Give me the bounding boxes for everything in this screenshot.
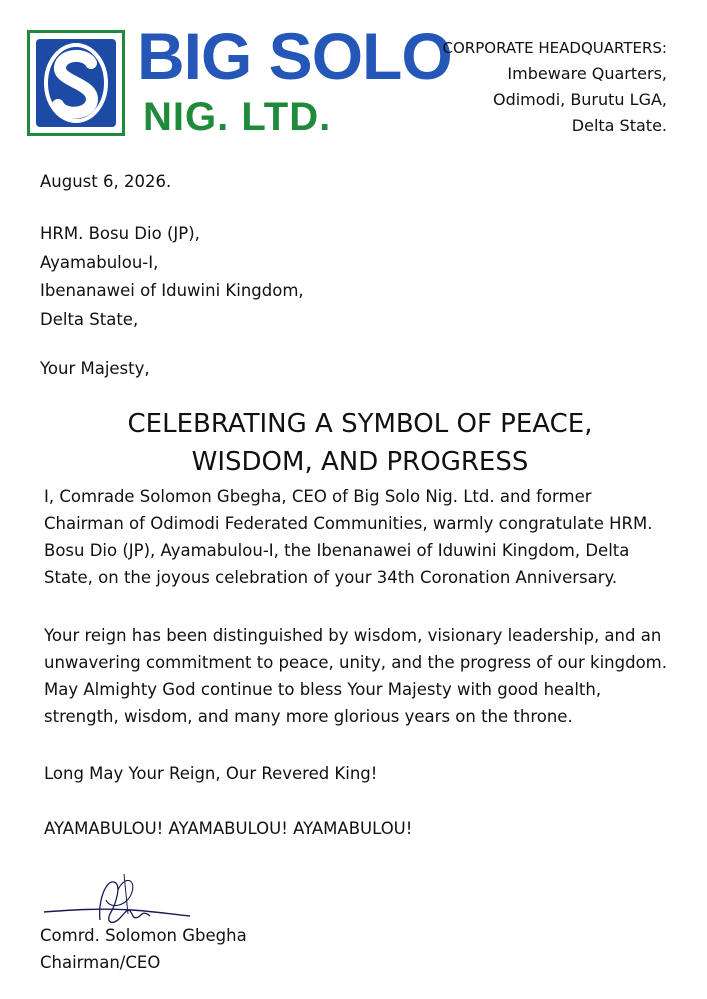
paragraph-line: Long May Your Reign, Our Revered King! — [44, 764, 378, 783]
paragraph-congratulation — [44, 483, 674, 591]
signatory-role: Chairman/CEO — [40, 953, 161, 972]
hq-line: Delta State. — [571, 116, 667, 135]
paragraph-line: State, on the joyous celebration of your 34th Coronation Anniversary. — [44, 568, 618, 587]
hq-line: Imbeware Quarters, — [507, 64, 667, 83]
corporate-address — [443, 35, 667, 139]
company-logo — [27, 30, 125, 136]
paragraph-line: May Almighty God continue to bless Your Majesty with good health, — [44, 680, 602, 699]
paragraph-line: I, Comrade Solomon Gbegha, CEO of Big Solo Nig. Ltd. and former — [44, 487, 592, 506]
paragraph-acclamation — [44, 815, 674, 842]
logo-emblem — [36, 39, 116, 127]
paragraph-line: Your reign has been distinguished by wisdom, visionary leadership, and an — [44, 626, 662, 645]
salutation: Your Majesty, — [40, 359, 150, 378]
logo-s-icon — [36, 39, 116, 127]
signatory-name: Comrd. Solomon Gbegha — [40, 926, 247, 945]
recipient-line: HRM. Bosu Dio (JP), — [40, 224, 200, 243]
brand-name: BIG SOLO — [137, 19, 452, 93]
recipient-line: Ibenanawei of Iduwini Kingdom, — [40, 281, 304, 300]
letter-title — [40, 405, 680, 481]
brand-subtitle: NIG. LTD. — [143, 95, 332, 139]
paragraph-line: strength, wisdom, and many more glorious years on the throne. — [44, 707, 573, 726]
paragraph-line: Chairman of Odimodi Federated Communities, warmly congratulate HRM. — [44, 514, 653, 533]
paragraph-line: unwavering commitment to peace, unity, and the progress of our kingdom. — [44, 653, 667, 672]
recipient-line: Delta State, — [40, 309, 139, 329]
paragraph-long-may-reign — [44, 760, 674, 787]
hq-line: Odimodi, Burutu LGA, — [492, 90, 667, 109]
paragraph-reign — [44, 622, 674, 730]
title-line: CELEBRATING A SYMBOL OF PEACE, — [127, 409, 593, 439]
paragraph-line: AYAMABULOU! AYAMABULOU! AYAMABULOU! — [44, 819, 413, 838]
recipient-line: Ayamabulou-I, — [40, 252, 159, 272]
title-line: WISDOM, AND PROGRESS — [191, 447, 529, 477]
paragraph-line: Bosu Dio (JP), Ayamabulou-I, the Ibenanawei of Iduwini Kingdom, Delta — [44, 541, 630, 560]
recipient-address — [40, 220, 304, 334]
letter-date: August 6, 2026. — [40, 172, 172, 191]
hq-title: CORPORATE HEADQUARTERS: — [442, 39, 667, 57]
